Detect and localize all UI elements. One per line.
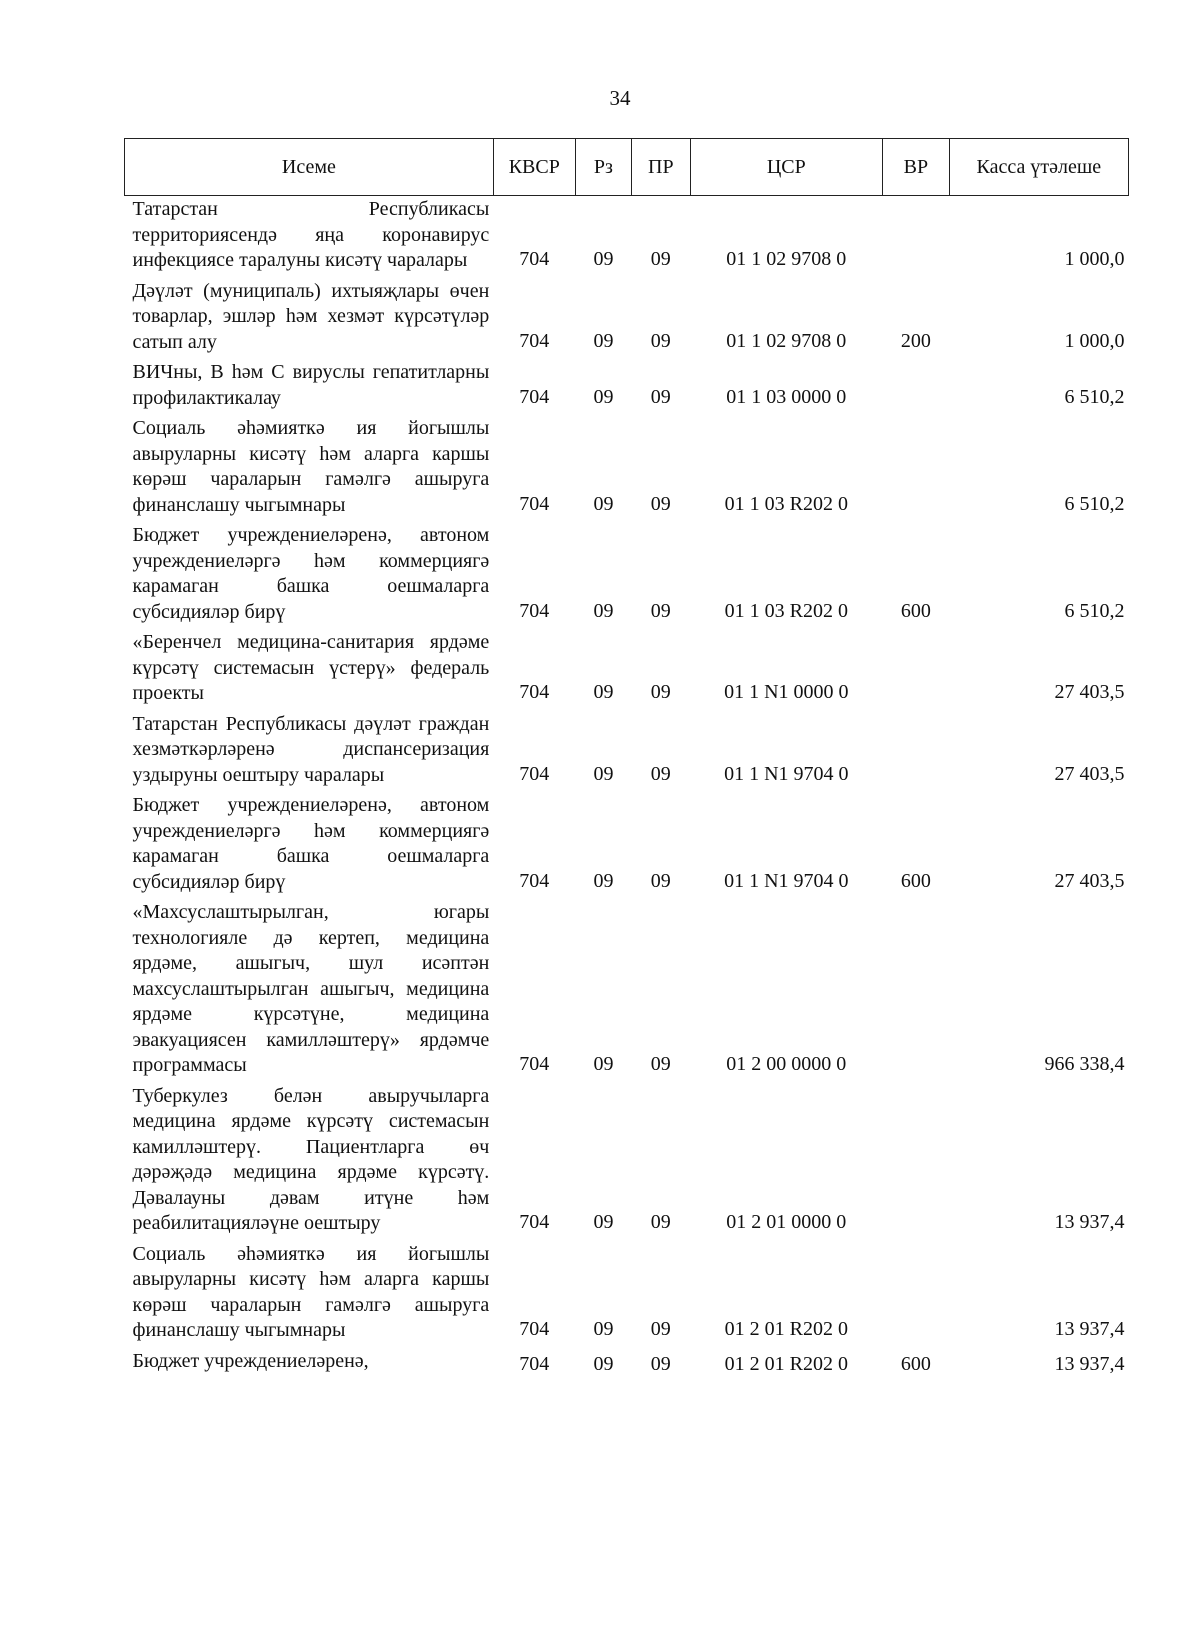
row-csr: 01 1 03 0000 0 bbox=[726, 385, 847, 408]
row-kvsr: 704 bbox=[519, 869, 550, 892]
row-kvsr: 704 bbox=[519, 1211, 550, 1233]
column-header-kvsr: КВСР bbox=[493, 139, 575, 196]
table-row bbox=[125, 522, 1129, 629]
column-header-vr: ВР bbox=[883, 139, 950, 196]
row-pr: 09 bbox=[650, 762, 671, 785]
row-vr: 600 bbox=[900, 599, 931, 622]
table-row bbox=[125, 359, 1129, 415]
row-kvsr: 704 bbox=[519, 492, 550, 515]
row-vr: 200 bbox=[900, 329, 931, 352]
table-row bbox=[125, 1241, 1129, 1348]
row-vr bbox=[883, 711, 950, 793]
row-name: Бюджет учреждениеләренә, автоном учреждениеләргә һәм коммерциягә карамаган башка оешмаларга субсидияләр бирү bbox=[132, 524, 490, 623]
row-kassa: 27 403,5 bbox=[1054, 762, 1125, 785]
row-kvsr: 704 bbox=[519, 681, 550, 703]
row-vr: 600 bbox=[900, 1352, 931, 1375]
row-vr bbox=[883, 359, 950, 415]
table-row bbox=[125, 711, 1129, 793]
row-kvsr: 704 bbox=[519, 1053, 550, 1075]
row-pr: 09 bbox=[650, 1211, 671, 1233]
row-kassa: 6 510,2 bbox=[1064, 385, 1125, 408]
table-header bbox=[125, 139, 1129, 196]
row-csr: 01 1 03 R202 0 bbox=[724, 492, 848, 515]
column-header-name: Исеме bbox=[125, 139, 494, 196]
row-pr: 09 bbox=[650, 599, 671, 622]
column-header-kassa: Касса үтәлеше bbox=[949, 139, 1128, 196]
row-name: Татарстан Республикасы территориясендә яңа коронавирус инфекциясе таралуны кисәтү чаралары bbox=[132, 198, 490, 271]
row-csr: 01 2 01 R202 0 bbox=[724, 1318, 848, 1340]
row-pr: 09 bbox=[650, 1352, 671, 1375]
row-rz: 09 bbox=[593, 385, 614, 408]
row-vr: 600 bbox=[900, 869, 931, 892]
row-pr: 09 bbox=[650, 385, 671, 408]
row-pr: 09 bbox=[650, 1318, 671, 1340]
row-vr bbox=[883, 899, 950, 1083]
row-kassa: 6 510,2 bbox=[1064, 492, 1125, 515]
row-rz: 09 bbox=[593, 762, 614, 785]
row-kvsr: 704 bbox=[519, 762, 550, 785]
row-rz: 09 bbox=[593, 681, 614, 703]
row-vr bbox=[883, 196, 950, 278]
page-number: 34 bbox=[609, 86, 631, 110]
row-kassa: 1 000,0 bbox=[1064, 329, 1125, 352]
row-kvsr: 704 bbox=[519, 1352, 550, 1375]
row-name: Дәүләт (муниципаль) ихтыяҗлары өчен товарлар, эшләр һәм хезмәт күрсәтүләр сатып алу bbox=[132, 279, 490, 353]
row-csr: 01 1 02 9708 0 bbox=[726, 248, 847, 270]
table-row bbox=[125, 278, 1129, 360]
table-row bbox=[125, 196, 1129, 278]
row-name: Бюджет учреждениеләренә, bbox=[132, 1349, 369, 1372]
row-kvsr: 704 bbox=[519, 599, 550, 622]
row-name: Социаль әһәмияткә ия йогышлы авыруларны кисәтү һәм аларга каршы көрәш чараларын гамәлгә ашыруга финанслашу чыгымнары bbox=[132, 417, 490, 516]
table-row bbox=[125, 899, 1129, 1083]
row-kassa: 13 937,4 bbox=[1054, 1352, 1125, 1375]
table-row bbox=[125, 629, 1129, 711]
column-header-rz: Рз bbox=[575, 139, 631, 196]
row-csr: 01 1 N1 0000 0 bbox=[724, 681, 849, 703]
row-name: Бюджет учреждениеләренә, автоном учреждениеләргә һәм коммерциягә карамаган башка оешмаларга субсидияләр бирү bbox=[132, 794, 490, 893]
column-header-pr: ПР bbox=[632, 139, 690, 196]
row-rz: 09 bbox=[593, 1053, 614, 1075]
row-pr: 09 bbox=[650, 248, 671, 270]
row-csr: 01 2 01 R202 0 bbox=[724, 1352, 848, 1375]
row-csr: 01 1 N1 9704 0 bbox=[724, 869, 849, 892]
row-rz: 09 bbox=[593, 1211, 614, 1233]
row-vr bbox=[883, 629, 950, 711]
row-name: «Беренчел медицина-санитария ярдәме күрсәтү системасын үстерү» федераль проекты bbox=[132, 631, 490, 704]
table-body bbox=[125, 196, 1129, 1383]
row-name: Социаль әһәмияткә ия йогышлы авыруларны кисәтү һәм аларга каршы көрәш чараларын гамәлгә ашыруга финанслашу чыгымнары bbox=[132, 1242, 490, 1341]
row-pr: 09 bbox=[650, 1053, 671, 1075]
row-pr: 09 bbox=[650, 869, 671, 892]
column-header-csr: ЦСР bbox=[690, 139, 883, 196]
row-vr bbox=[883, 1083, 950, 1241]
row-csr: 01 1 03 R202 0 bbox=[724, 599, 848, 622]
row-rz: 09 bbox=[593, 1352, 614, 1375]
table-row bbox=[125, 1348, 1129, 1383]
row-kassa: 1 000,0 bbox=[1064, 248, 1125, 270]
row-rz: 09 bbox=[593, 329, 614, 352]
row-csr: 01 2 01 0000 0 bbox=[726, 1211, 847, 1233]
row-kassa: 13 937,4 bbox=[1054, 1211, 1125, 1233]
table-row bbox=[125, 792, 1129, 899]
table-row bbox=[125, 1083, 1129, 1241]
row-rz: 09 bbox=[593, 599, 614, 622]
row-pr: 09 bbox=[650, 492, 671, 515]
row-pr: 09 bbox=[650, 329, 671, 352]
row-rz: 09 bbox=[593, 1318, 614, 1340]
row-vr bbox=[883, 1241, 950, 1348]
row-kassa: 27 403,5 bbox=[1054, 681, 1125, 703]
row-rz: 09 bbox=[593, 248, 614, 270]
row-kassa: 966 338,4 bbox=[1044, 1053, 1125, 1075]
row-name: Туберкулез белән авыручыларга медицина ярдәме күрсәтү системасын камилләштерү. Пациентларга өч дәрәҗәдә медицина ярдәме күрсәтү. Дәвалауны дәвам итүне һәм реабилитацияләүне оештыру bbox=[132, 1084, 490, 1234]
budget-table bbox=[124, 138, 1129, 1382]
row-rz: 09 bbox=[593, 492, 614, 515]
row-kassa: 6 510,2 bbox=[1064, 599, 1125, 622]
row-kvsr: 704 bbox=[519, 1318, 550, 1340]
row-csr: 01 1 02 9708 0 bbox=[726, 329, 847, 352]
row-name: «Махсуслаштырылган, югары технологияле дә кертеп, медицина ярдәме, ашыгыч, шул исәптән махсуслаштырылган ашыгыч, медицина ярдәме күрсәтүне, медицина эвакуациясен камилләштерү» ярдәмче программасы bbox=[132, 901, 490, 1076]
row-kassa: 27 403,5 bbox=[1054, 869, 1125, 892]
row-kvsr: 704 bbox=[519, 329, 550, 352]
row-kvsr: 704 bbox=[519, 248, 550, 270]
row-kassa: 13 937,4 bbox=[1054, 1318, 1125, 1340]
row-name: ВИЧны, В һәм С вируслы гепатитларны профилактикалау bbox=[132, 361, 490, 409]
row-csr: 01 1 N1 9704 0 bbox=[724, 762, 849, 785]
row-vr bbox=[883, 415, 950, 522]
row-csr: 01 2 00 0000 0 bbox=[726, 1053, 847, 1075]
table-row bbox=[125, 415, 1129, 522]
row-kvsr: 704 bbox=[519, 385, 550, 408]
row-rz: 09 bbox=[593, 869, 614, 892]
row-name: Татарстан Республикасы дәүләт граждан хезмәткәрләренә диспансеризация уздыруны оештыру чаралары bbox=[132, 712, 490, 786]
row-pr: 09 bbox=[650, 681, 671, 703]
